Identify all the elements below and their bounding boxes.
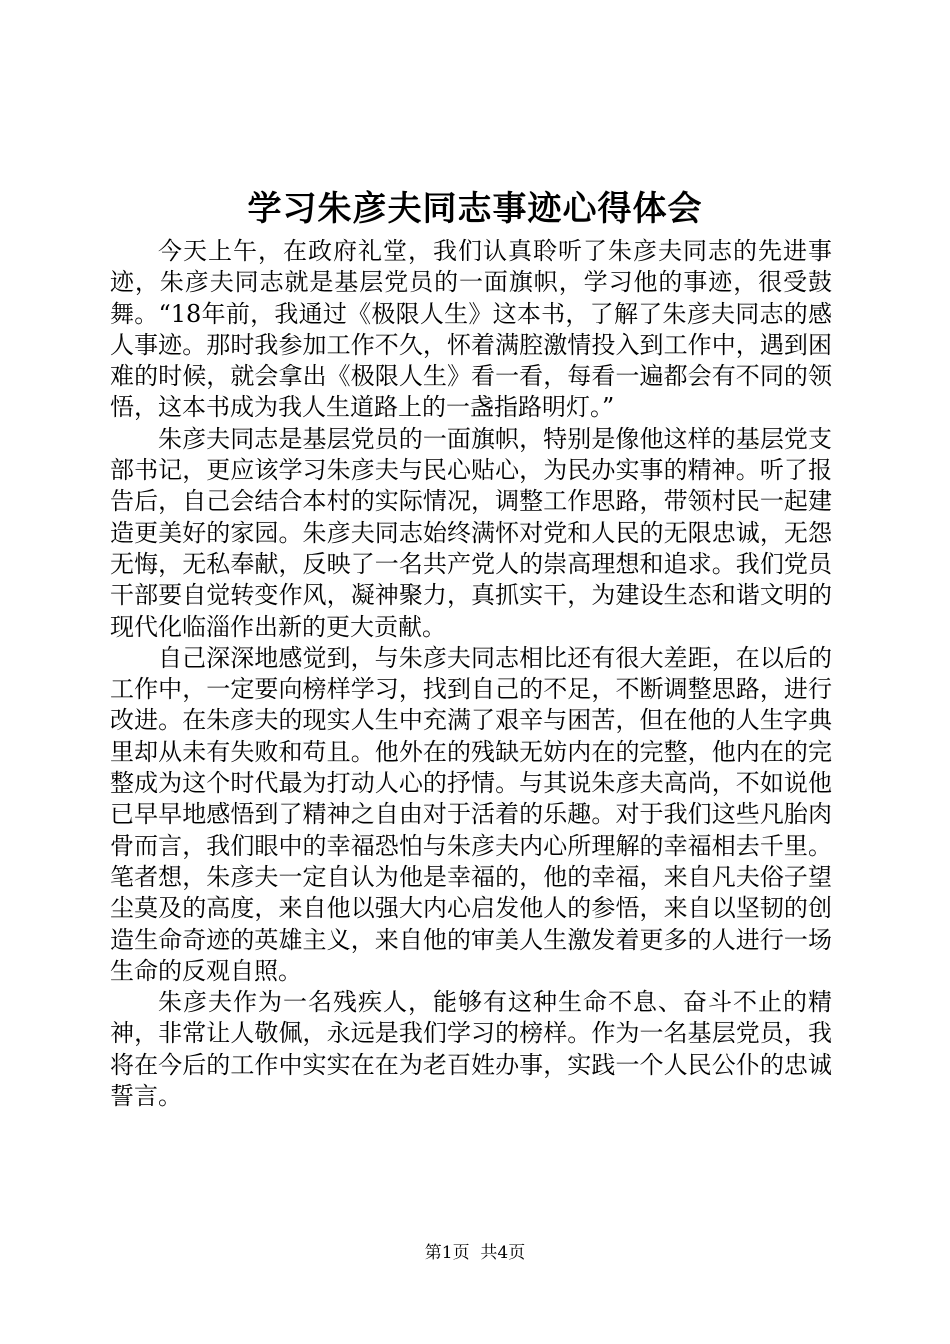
- page-total: 共4页: [480, 1243, 526, 1263]
- paragraph-3: 自己深深地感觉到，与朱彦夫同志相比还有很大差距，在以后的工作中，一定要向榜样学习，找到自己的不足，不断调整思路，进行改进。在朱彦夫的现实人生中充满了艰辛与困苦，但在他的人生字典里却从未有失败和苟且。他外在的残缺无妨内在的完整，他内在的完整成为这个时代最为打动人心的抒情。与其说朱彦夫高尚，不如说他已早早地感悟到了精神之自由对于活着的乐趣。对于我们这些凡胎肉骨而言，我们眼中的幸福恐怕与朱彦夫内心所理解的幸福相去千里。笔者想，朱彦夫一定自认为他是幸福的，他的幸福，来自凡夫俗子望尘莫及的高度，来自他以强大内心启发他人的参悟，来自以坚韧的创造生命奇迹的英雄主义，来自他的审美人生激发着更多的人进行一场生命的反观自照。: [110, 643, 832, 985]
- paragraph-1: 今天上午，在政府礼堂，我们认真聆听了朱彦夫同志的先进事迹，朱彦夫同志就是基层党员的一面旗帜，学习他的事迹，很受鼓舞。“18年前，我通过《极限人生》这本书，了解了朱彦夫同志的感人事迹。那时我参加工作不久，怀着满腔激情投入到工作中，遇到困难的时候，就会拿出《极限人生》看一看，每看一遍都会有不同的领悟，这本书成为我人生道路上的一盏指路明灯。”: [110, 237, 832, 422]
- page-footer: [0, 1241, 950, 1265]
- paragraph-4: 朱彦夫作为一名残疾人，能够有这种生命不息、奋斗不止的精神，非常让人敬佩，永远是我们学习的榜样。作为一名基层党员，我将在今后的工作中实实在在为老百姓办事，实践一个人民公仆的忠诚誓言。: [110, 988, 832, 1111]
- document-body: [110, 236, 832, 1112]
- paragraph-2: 朱彦夫同志是基层党员的一面旗帜，特别是像他这样的基层党支部书记，更应该学习朱彦夫与民心贴心，为民办实事的精神。听了报告后，自己会结合本村的实际情况，调整工作思路，带领村民一起建造更美好的家园。朱彦夫同志始终满怀对党和人民的无限忠诚，无怨无悔，无私奉献，反映了一名共产党人的崇高理想和追求。我们党员干部要自觉转变作风，凝神聚力，真抓实干，为建设生态和谐文明的现代化临淄作出新的更大贡献。: [110, 424, 832, 641]
- page-number: 第1页: [424, 1243, 470, 1263]
- document-title: 学习朱彦夫同志事迹心得体会: [247, 189, 703, 229]
